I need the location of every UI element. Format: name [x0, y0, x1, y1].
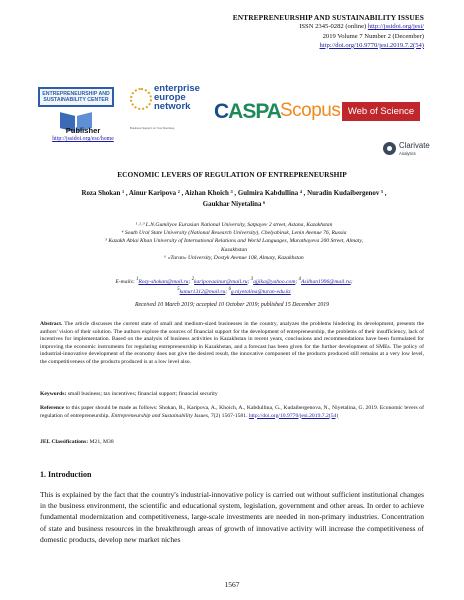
email-5[interactable]: kanur1312@mail.ru — [179, 288, 226, 295]
abstract-text: The article discusses the current state of small and medium-sized businesses in the country, analyzes the problems hindering its development, presents the authors' vision of their solution. The authors explore the sources of financial support for the development of entrepreneurship, the problems of their insufficiency, lack of incentives for implementation. Based on the analysis of business activities in Kazakhstan in recent years, conclusions and recommendations have been formulated for improving the economic instruments for regulating entrepreneurship in Kazakhstan, and a forecast has been given for the further development of SMEs. The policy of industrial-innovative development of the economy does not give the desired result, the innovative component of the products produced still remains at a very low level, the competitiveness of the products produced is at a low level also. — [40, 321, 424, 365]
keywords — [40, 391, 424, 399]
jel-label: JEL Classifications: — [40, 439, 89, 445]
keywords-label: Keywords: — [40, 391, 67, 397]
abstract-label: Abstract. — [40, 321, 63, 327]
email-1[interactable]: Rozy-shokan@mail.ru — [138, 278, 189, 285]
clarivate-icon — [383, 142, 396, 155]
een-logo — [124, 82, 204, 134]
jel-classifications — [40, 439, 424, 447]
caspa-rest: ASPA — [228, 100, 281, 123]
abstract — [40, 321, 424, 366]
reference — [40, 405, 424, 420]
caspa-logo — [214, 100, 281, 124]
journal-header — [233, 13, 424, 50]
clarivate-name: Clarivate — [399, 141, 430, 150]
issn-text: ISSN 2345-0282 (online) — [299, 23, 368, 31]
email-4[interactable]: Asilhan1996@mail.ru — [300, 278, 351, 285]
emails: E-mails: $^1$Rozy-shokan@mail.ru; $^2$karipovaainur@mail.ru; $^3$ajjika@yahoo.com; $^4$Asilhan1996@mail.ru; $^5$kanur1312@mail.ru; $^6$g.niyetalina@turan-edu.kz — [115, 277, 353, 295]
caspa-c: C — [214, 100, 229, 123]
reference-doi-link[interactable]: http://doi.org/10.9770/jesi.2019.7.2(54) — [248, 412, 339, 419]
introduction-paragraph: This is explained by the fact that the country's industrial-innovative policy is carried out without sufficient institutional changes in the business environment, the scientific and educational system, legislation, government and other areas. In order to achieve fundamental modernization and competitiveness, large-scale investments are needed in non-primary industries. Concentration of state and business resources in the breakthrough areas of growth of innovative activity will increase the competitiveness of domestic products, develop new market niches — [40, 490, 424, 544]
scopus-logo: Scopus — [280, 100, 341, 121]
clarivate-sub: Analytics — [399, 151, 416, 156]
doi-line — [233, 41, 424, 50]
een-line-2: europe — [154, 92, 186, 103]
affiliation-3: ⁵ Kazakh Ablai Khan University of International Relations and World Languages, Muratbayeva 200 Street, Almaty, — [105, 238, 363, 245]
journal-link[interactable]: http://jssidoi.org/jesi/ — [367, 23, 424, 31]
page-number: 1567 — [224, 580, 240, 589]
een-line-3: network — [154, 101, 191, 112]
section-heading-introduction: 1. Introduction — [40, 470, 92, 479]
een-tagline: Business Support on Your Doorstep — [130, 126, 175, 130]
reference-journal: Entrepreneurship and Sustainability Issues — [111, 412, 208, 419]
publisher-link[interactable]: http://jssidoi.org/esc/home — [52, 136, 114, 142]
affiliation-1: ¹˒²˒³ L.N.Gumilyov Eurasian National University, Satpayev 2 street, Astana, Kazakhstan — [135, 222, 333, 228]
affiliation-5: ⁶ «Turan» University, Dostyk Avenue 108, Almaty, Kazakhstan — [164, 254, 304, 261]
authors-line-1: Roza Shokan ¹ , Ainur Karipova ² , Aizhan Khoich ³ , Gulmira Kabdullina ⁴ , Nuradin Kudaibergenov ⁵ , — [81, 190, 387, 197]
doi-link[interactable]: http://doi.org/10.9770/jesi.2019.7.2(54) — [319, 41, 424, 49]
esc-logo-text: ENTREPRENEURSHIP AND SUSTAINABILITY CENTER — [38, 87, 114, 107]
publisher-label: Publisher — [65, 126, 101, 135]
jel-text: M21, M38 — [88, 439, 114, 445]
affiliation-2: ⁴ South Ural State University (National Research University), Chelyabinsk, Lenin Avenue 76, Russia — [121, 230, 347, 237]
reference-label: Reference — [40, 405, 65, 411]
reference-text-2: , 7(2) 1567-1581. — [208, 412, 249, 419]
journal-title: ENTREPRENEURSHIP AND SUSTAINABILITY ISSUES — [232, 13, 424, 22]
emails-label: E-mails: — [115, 278, 135, 285]
web-of-science-logo: Web of Science — [342, 102, 420, 121]
een-line-1: enterprise — [154, 83, 200, 94]
affiliation-4: Kazakhstan — [220, 246, 248, 253]
article-dates: Received 10 March 2019; accepted 10 October 2019; published 15 December 2019 — [134, 302, 330, 308]
email-6[interactable]: g.niyetalina@turan-edu.kz — [230, 288, 291, 295]
email-3[interactable]: ajjika@yahoo.com — [253, 278, 296, 285]
volume-line: 2019 Volume 7 Number 2 (December) — [322, 32, 424, 40]
article-title: ECONOMIC LEVERS OF REGULATION OF ENTREPRENEURSHIP — [117, 170, 347, 179]
een-logo-text — [154, 84, 200, 111]
publisher-block — [38, 127, 128, 143]
authors — [60, 189, 408, 210]
reference-text-1: to this paper should be made as follows: Shokan, R., Karipova, A., Khoich, A., Kabdullina, G., Kudaibergenova, N., Niyetalina, G. 2019. Economic levers of regulation of entrepreneurship. — [40, 405, 424, 419]
affiliations — [60, 221, 408, 262]
issn-line — [233, 22, 424, 31]
clarivate-logo — [383, 138, 443, 162]
authors-line-2: Gaukhar Niyetalina ⁶ — [202, 200, 266, 208]
email-2[interactable]: karipovaainur@mail.ru — [194, 278, 248, 285]
star-circle-icon — [130, 88, 152, 110]
keywords-text: small business; tax incentives; financial support; financial security — [66, 391, 218, 397]
